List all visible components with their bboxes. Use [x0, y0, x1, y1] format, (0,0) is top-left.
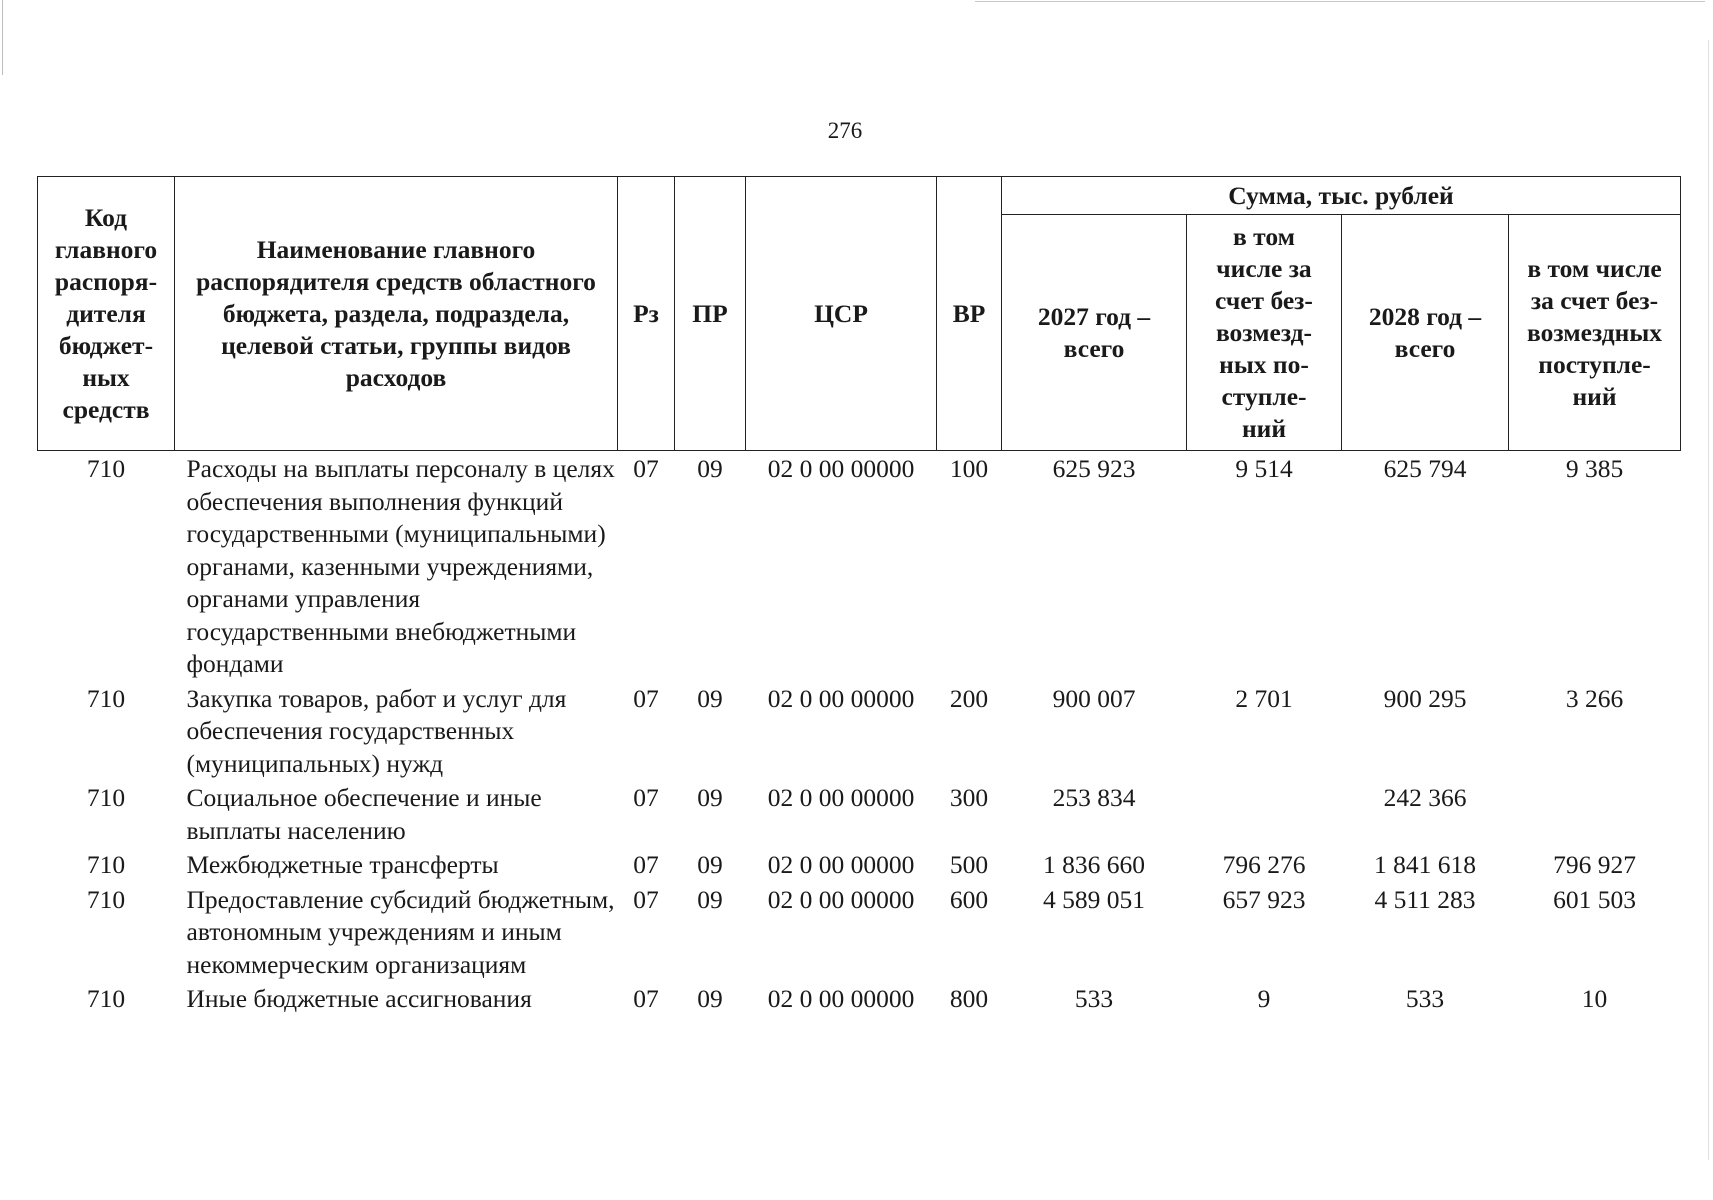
cell-vr: 100: [949, 454, 989, 483]
cell-csr: 02 0 00 00000: [767, 683, 915, 713]
cell-2027-total: 1 836 660: [1043, 850, 1145, 879]
cell-2028-total: 4 511 283: [1374, 884, 1476, 914]
cell-code: 710: [86, 783, 126, 812]
table-row: [38, 882, 1681, 982]
cell-rz: 07: [633, 850, 659, 879]
cell-vr: 800: [949, 984, 989, 1013]
header-sum-group: Сумма, тыс. рублей: [1002, 177, 1681, 215]
cell-2028-grants: [1509, 780, 1681, 847]
cell-name: Закупка товаров, работ и услуг для обеспечения государственных (муниципальных) нужд: [186, 683, 567, 778]
cell-pr: 09: [697, 783, 723, 812]
cell-code: 710: [86, 850, 126, 879]
table-header: [38, 177, 1681, 451]
cell-name: Предоставление субсидий бюджетным, автономным учреждениям и иным некоммерческим организациям: [186, 884, 615, 979]
cell-rz: 07: [633, 454, 659, 483]
cell-2028-grants: 601 503: [1553, 884, 1636, 914]
cell-2027-total: 253 834: [1052, 783, 1136, 812]
table-row: [38, 451, 1681, 681]
header-row-1: [38, 177, 1681, 215]
header-code: Код главного распоря-дителя бюджет-ных средств: [38, 177, 175, 451]
cell-2028-grants: 9 385: [1565, 454, 1624, 483]
scan-edge-right: [1708, 40, 1709, 1160]
cell-2028-grants: 796 927: [1553, 850, 1636, 879]
cell-code: 710: [86, 884, 126, 914]
cell-csr: 02 0 00 00000: [767, 454, 915, 483]
cell-2027-grants: 9: [1257, 984, 1271, 1013]
cell-2027-total: 900 007: [1052, 683, 1136, 713]
header-name: Наименование главного распорядителя средств областного бюджета, раздела, подраздела, целевой статьи, группы видов расходов: [175, 177, 618, 451]
budget-table: [37, 176, 1681, 1016]
cell-2027-grants: 2 701: [1235, 683, 1293, 713]
cell-2027-total: 533: [1074, 984, 1114, 1013]
cell-2028-grants: 3 266: [1565, 683, 1624, 713]
cell-2028-total: 533: [1405, 984, 1445, 1013]
cell-pr: 09: [697, 984, 723, 1013]
cell-rz: 07: [633, 984, 659, 1013]
cell-vr: 300: [949, 783, 989, 812]
cell-2028-grants: 10: [1581, 984, 1608, 1013]
cell-csr: 02 0 00 00000: [767, 783, 915, 812]
cell-2027-total: 625 923: [1052, 454, 1136, 483]
cell-csr: 02 0 00 00000: [767, 984, 915, 1013]
cell-name: Иные бюджетные ассигнования: [186, 984, 532, 1013]
cell-name: Социальное обеспечение и иные выплаты населению: [186, 783, 542, 845]
cell-2027-total: 4 589 051: [1043, 884, 1145, 914]
cell-code: 710: [86, 454, 126, 483]
cell-pr: 09: [697, 850, 723, 879]
cell-vr: 200: [949, 683, 989, 713]
table-row: [38, 681, 1681, 781]
page-number: 276: [827, 118, 863, 143]
cell-2027-grants: 657 923: [1222, 884, 1306, 914]
cell-code: 710: [86, 984, 126, 1013]
header-2027-total: 2027 год – всего: [1002, 215, 1187, 451]
cell-2028-total: 900 295: [1383, 683, 1467, 713]
cell-2028-total: 242 366: [1383, 783, 1467, 812]
cell-pr: 09: [697, 454, 723, 483]
table-row: [38, 780, 1681, 847]
cell-rz: 07: [633, 683, 659, 713]
cell-name: Расходы на выплаты персоналу в целях обеспечения выполнения функций государственными (муниципальными) органами, казенными учреждениями, органами управления государственными внебюджетными фондами: [186, 454, 615, 678]
cell-csr: 02 0 00 00000: [767, 850, 915, 879]
cell-csr: 02 0 00 00000: [767, 884, 915, 914]
scan-edge-top: [975, 1, 1705, 2]
cell-pr: 09: [697, 884, 723, 914]
header-pr: ПР: [675, 177, 746, 451]
scan-edge-left: [2, 0, 3, 75]
cell-2028-total: 1 841 618: [1374, 850, 1476, 879]
cell-2027-grants: [1187, 780, 1342, 847]
cell-code: 710: [86, 683, 126, 713]
cell-pr: 09: [697, 683, 723, 713]
table-row: [38, 981, 1681, 1016]
header-csr: ЦСР: [746, 177, 937, 451]
cell-name: Межбюджетные трансферты: [186, 850, 499, 879]
header-vr: ВР: [937, 177, 1002, 451]
cell-2027-grants: 9 514: [1235, 454, 1293, 483]
cell-vr: 600: [949, 884, 989, 914]
table-row: [38, 847, 1681, 882]
cell-2027-grants: 796 276: [1222, 850, 1306, 879]
header-2027-grants: в том числе за счет без-возмезд-ных по-ступле-ний: [1187, 215, 1342, 451]
header-2028-grants: в том числе за счет без-возмездных поступле-ний: [1509, 215, 1681, 451]
cell-rz: 07: [633, 884, 659, 914]
cell-vr: 500: [949, 850, 989, 879]
cell-2028-total: 625 794: [1383, 454, 1467, 483]
cell-rz: 07: [633, 783, 659, 812]
header-rz: Рз: [618, 177, 675, 451]
header-2028-total: 2028 год – всего: [1342, 215, 1509, 451]
table-body: [38, 451, 1681, 1016]
